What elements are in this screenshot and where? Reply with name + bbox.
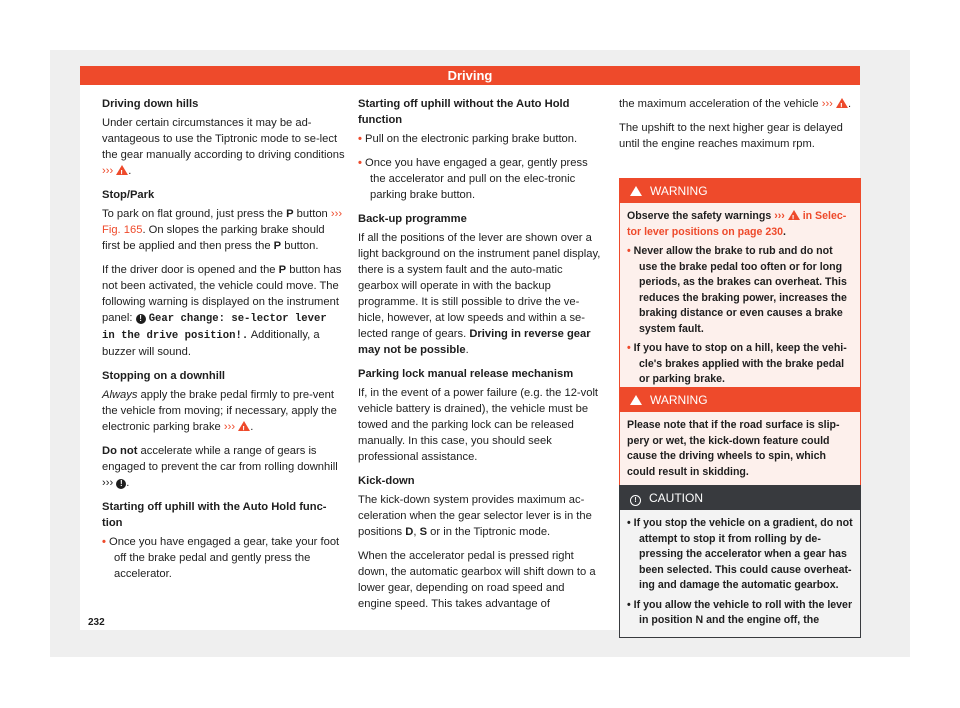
warning-icon [630, 186, 642, 196]
paragraph: Observe the safety warnings ››› ! in Selec-tor lever positions on page 230. [627, 209, 853, 240]
heading-no-auto-hold: Starting off uphill without the Auto Hold function [358, 98, 570, 126]
heading-stop-park: Stop/Park [102, 189, 155, 201]
caution-box [619, 485, 861, 638]
warning-icon [630, 395, 642, 405]
caution-icon: ! [116, 479, 126, 489]
warning-icon [788, 210, 800, 220]
bullet-item: • Once you have engaged a gear, gently press the accelerator and pull on the elec-tronic parking brake button. [358, 157, 588, 201]
paragraph: If, in the event of a power failure (e.g. the 12-volt vehicle battery is drained), the vehicle must be towed and the parking lock can be released manually. In this case, you should seek professional assistance. [358, 387, 599, 463]
column-1 [102, 96, 345, 590]
heading-driving-down-hills: Driving down hills [102, 98, 199, 110]
heading-kick-down: Kick-down [358, 475, 415, 487]
heading-auto-hold: Starting off uphill with the Auto Hold func-tion [102, 501, 327, 529]
paragraph: Always apply the brake pedal firmly to pre-vent the vehicle from moving; if necessary, apply the electronic parking brake ››› ! . [102, 387, 345, 435]
warning-icon [836, 98, 848, 108]
bullet-item: • If you allow the vehicle to roll with the lever in position N and the engine off, the [627, 598, 853, 626]
paragraph: The kick-down system provides maximum ac-celeration when the gear selector lever is in the positions D, S or in the Tiptronic mode. [358, 494, 592, 538]
heading-backup-programme: Back-up programme [358, 213, 467, 225]
bullet-item: • Pull on the electronic parking brake button. [358, 133, 578, 145]
paragraph: If the driver door is opened and the P button has not been activated, the vehicle could move. The following warning is displayed on the instrument panel: ! Gear change: se-lector lever in the drive position!. Additionally, a buzzer will sound. [102, 264, 342, 358]
warning-box-header: WARNING [620, 388, 860, 412]
paragraph: Under certain circumstances it may be ad-vantageous to use the Tiptronic mode to se-lect the gear manually according to driving conditions ››› ! . [102, 115, 345, 179]
warning-icon [238, 421, 250, 431]
warning-box-2 [619, 387, 861, 489]
figure-link[interactable]: ››› Fig. 165 [102, 208, 343, 236]
bullet-item: • Never allow the brake to rub and do not use the brake pedal too often or for long periods, as the brakes can overheat. This reduces the braking power, increases the braking distance or even causes a brake system fault. [627, 245, 847, 335]
paragraph: Do not accelerate while a range of gears is engaged to prevent the car from rolling downhill ››› ! . [102, 445, 338, 489]
paragraph: The upshift to the next higher gear is delayed until the engine reaches maximum rpm. [619, 122, 843, 150]
paragraph: If all the positions of the lever are shown over a light background on the instrument panel display, there is a system fault and the auto-matic gearbox will operate in with the backup programme. It is still possible to drive the ve-hicle, however, at low speeds and within a se-lected range of gears. Driving in reverse gear may not be possible. [358, 232, 601, 356]
page-link[interactable]: in Selec-tor lever positions on page 230 [627, 210, 847, 238]
bullet-item: • If you have to stop on a hill, keep the vehi-cle's brakes applied with the brake pedal or parking brake. [627, 342, 847, 385]
paragraph: Please note that if the road surface is slip-pery or wet, the kick-down feature could cause the driving wheels to spin, which could result in skidding. [627, 419, 840, 478]
bullet-item: • If you stop the vehicle on a gradient, do not attempt to stop it from rolling by de-pressing the accelerator when a gear has been selected. This could cause overheat-ing and damage the automatic gearbox. [627, 517, 853, 591]
column-3 [619, 96, 860, 160]
caution-icon: ! [630, 495, 641, 506]
paragraph: To park on flat ground, just press the P button ››› Fig. 165. On slopes the parking brake should first be applied and then press the P button. [102, 208, 343, 252]
warning-box-header: WARNING [620, 179, 860, 203]
heading-parking-lock: Parking lock manual release mechanism [358, 368, 574, 380]
page-header: Driving [80, 66, 860, 85]
info-icon: ! [136, 314, 146, 324]
paragraph: When the accelerator pedal is pressed right down, the automatic gearbox will shift down to a lower gear, depending on road speed and engine speed. This takes advantage of [358, 550, 596, 610]
column-2 [358, 96, 601, 620]
bullet-item: • Once you have engaged a gear, take your foot off the brake pedal and gently press the accelerator. [102, 536, 340, 580]
paragraph: the maximum acceleration of the vehicle ››› ! . [619, 96, 860, 112]
caution-box-header: ! CAUTION [620, 486, 860, 510]
warning-box-1 [619, 178, 861, 397]
page-number: 232 [88, 617, 105, 628]
heading-stopping-downhill: Stopping on a downhill [102, 370, 226, 382]
warning-icon [116, 165, 128, 175]
